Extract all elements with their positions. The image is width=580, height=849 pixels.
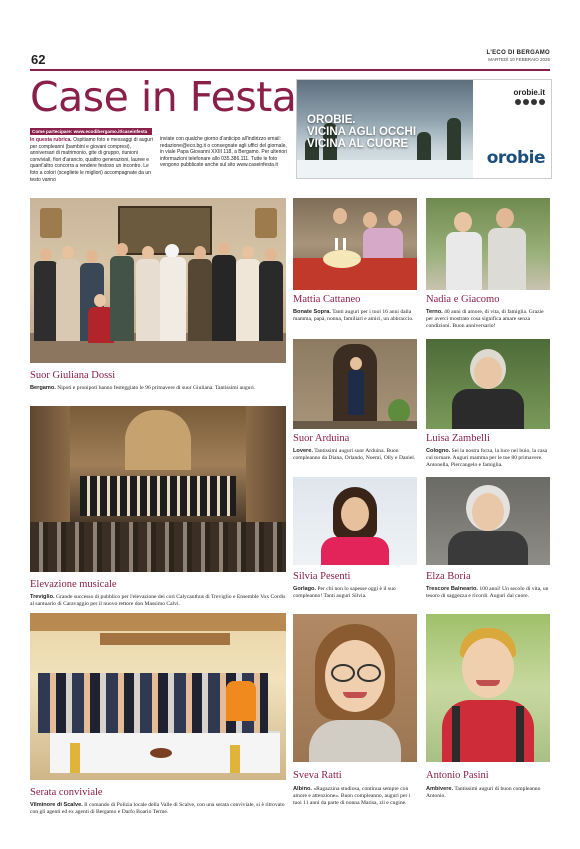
facebook-icon[interactable] bbox=[515, 99, 521, 105]
entry-text bbox=[426, 448, 550, 469]
entry-name: Serata conviviale bbox=[30, 787, 103, 798]
entry-message: «Ragazzina studiosa, continua sempre con amore e attenzione». Buon compleanno, auguri per i tuoi 11 anni da parte di nonna Marisa, zii e cugine. bbox=[293, 786, 411, 806]
ad-website[interactable]: orobie.it bbox=[513, 88, 545, 97]
header-rule bbox=[30, 69, 550, 71]
info-column-1 bbox=[30, 137, 155, 183]
ad-social-icons bbox=[515, 99, 545, 105]
photo-silvia-pesenti bbox=[293, 477, 417, 565]
photo-sveva-ratti bbox=[293, 614, 417, 762]
entry-text bbox=[293, 309, 417, 323]
entry-place: Cologno. bbox=[426, 448, 451, 454]
info-column-2: inviate con qualche giorno d'anticipo all'indirizzo email: redazione@eco.bg.it o consegnate agli uffici del giornale, in viale Papa Giovanni XXIII 118, a Bergamo. Per ulteriori informazioni telefonare allo 035.386.111. Tutte le foto vengono pubblicate anche sul sito www.caseinfesta.it bbox=[160, 136, 287, 169]
entry-place: Bergamo. bbox=[30, 385, 56, 391]
entry-message: Grande successo di pubblico per l'elevazione dei cori Calycanthus di Treviglio e Ensemble Vox Cordis al santuario di Caravaggio per il nuovo rettore don Massimo Calvi. bbox=[30, 594, 286, 607]
ad-slogan-line-2: VICINA AGLI OCCHI bbox=[307, 126, 417, 138]
photo-antonio-pasini bbox=[426, 614, 550, 762]
entry-message: Tantissimi auguri suor Arduina. Buon compleanno da Diana, Orlando, Noemi, Olly e Daniel. bbox=[293, 448, 416, 461]
entry-name: Nadia e Giacomo bbox=[426, 294, 500, 305]
entry-text bbox=[30, 594, 286, 608]
entry-message: Per chi non lo sapesse oggi è il suo compleanno! Tanti auguri Silvia. bbox=[293, 586, 396, 599]
entry-text bbox=[30, 385, 286, 392]
entry-place: Vilminore di Scalve. bbox=[30, 802, 83, 808]
entry-name: Mattia Cattaneo bbox=[293, 294, 361, 305]
ad-slogan-line-1: OROBIE. bbox=[307, 114, 356, 126]
info-lead: In questa rubrica. bbox=[30, 137, 72, 143]
issue-date: MARTEDÌ 10 FEBBRAIO 2026 bbox=[488, 57, 550, 62]
ad-brand-logo: orobie bbox=[486, 148, 545, 168]
entry-place: Lovere. bbox=[293, 448, 313, 454]
photo-serata-conviviale bbox=[30, 613, 286, 780]
photo-nadia-e-giacomo bbox=[426, 198, 550, 290]
entry-place: Albino. bbox=[293, 786, 312, 792]
entry-place: Treviglio. bbox=[30, 594, 55, 600]
entry-name: Silvia Pesenti bbox=[293, 571, 351, 582]
instagram-icon[interactable] bbox=[523, 99, 529, 105]
youtube-icon[interactable] bbox=[531, 99, 537, 105]
entry-text bbox=[293, 786, 417, 807]
photo-elza-boria bbox=[426, 477, 550, 565]
entry-text bbox=[426, 586, 550, 600]
ad-brand-panel bbox=[473, 80, 551, 178]
entry-message: Nipoti e pronipoti hanno festeggiato le 96 primavere di suor Giuliana. Tantissimi auguri. bbox=[57, 385, 256, 391]
entry-text bbox=[30, 802, 286, 816]
entry-message: Sei la nostra forza, la luce nel buio, la casa cui tornare. Auguri mamma per le tue 80 primavere. Antonella, Piercangelo e famiglia. bbox=[426, 448, 548, 468]
entry-place: Terno. bbox=[426, 309, 443, 315]
entry-place: Trescore Balneario. bbox=[426, 586, 478, 592]
page-number: 62 bbox=[31, 52, 46, 67]
entry-place: Bonate Sopra. bbox=[293, 309, 331, 315]
entry-name: Luisa Zambelli bbox=[426, 433, 490, 444]
ad-slogan-line-3: VICINA AL CUORE bbox=[307, 138, 409, 150]
entry-message: 100 anni! Un secolo di vita, un tesoro di saggezza e ricordi. Auguri dal cuore. bbox=[426, 586, 549, 599]
entry-text bbox=[293, 586, 417, 600]
newspaper-name: L'ECO DI BERGAMO bbox=[486, 50, 550, 56]
info-text-1: Ospitiamo foto e messaggi di auguri per compleanni (bambini e giovani compresi), anniversari di matrimonio, gite di gruppo, riunioni conviviali, fiori d'arancio, quattro generazioni, lauree e quant'altro concorra a rendere festoso un incontro. Le foto a colori (scegliete le migliori) accompagnate da un testo vanno bbox=[30, 137, 153, 183]
photo-suor-arduina bbox=[293, 339, 417, 429]
entry-place: Gorlago. bbox=[293, 586, 316, 592]
entry-name: Elevazione musicale bbox=[30, 579, 117, 590]
entry-message: Tanti auguri per i tuoi 16 anni dalla mamma, papà, nonna, familiari e amici, un abbraccio. bbox=[293, 309, 414, 322]
entry-name: Antonio Pasini bbox=[426, 770, 489, 781]
ad-slogan bbox=[307, 114, 467, 150]
section-title: Case in Festa bbox=[30, 73, 297, 121]
entry-name: Sveva Ratti bbox=[293, 770, 342, 781]
masthead bbox=[486, 50, 550, 62]
photo-luisa-zambelli bbox=[426, 339, 550, 429]
entry-name: Elza Boria bbox=[426, 571, 471, 582]
photo-elevazione-musicale bbox=[30, 406, 286, 572]
entry-message: Tantissimi auguri di buon compleanno Antonio. bbox=[426, 786, 541, 799]
photo-mattia-cattaneo bbox=[293, 198, 417, 290]
orobie-advert[interactable] bbox=[296, 79, 552, 179]
twitter-icon[interactable] bbox=[539, 99, 545, 105]
entry-text bbox=[293, 448, 417, 462]
entry-place: Ambivere. bbox=[426, 786, 454, 792]
entry-text bbox=[426, 786, 550, 800]
entry-message: Il comando di Polizia locale della Valle di Scalve, con una serata conviviale, si è ritrovato con gli agenti ed ex agenti di Bergamo e Darfo Boario Terme. bbox=[30, 802, 285, 815]
entry-name: Suor Arduina bbox=[293, 433, 350, 444]
entry-message: 40 anni di amore, di vita, di famiglia. Grazie per averci mostrato cosa significa amare senza condizioni. Buon anniversario! bbox=[426, 309, 544, 329]
info-heading: Come partecipare: www.ecodibergamo.it/caseinfesta bbox=[30, 128, 152, 135]
photo-suor-giuliana bbox=[30, 198, 286, 363]
entry-text bbox=[426, 309, 550, 330]
entry-name: Suor Giuliana Dossi bbox=[30, 370, 116, 381]
